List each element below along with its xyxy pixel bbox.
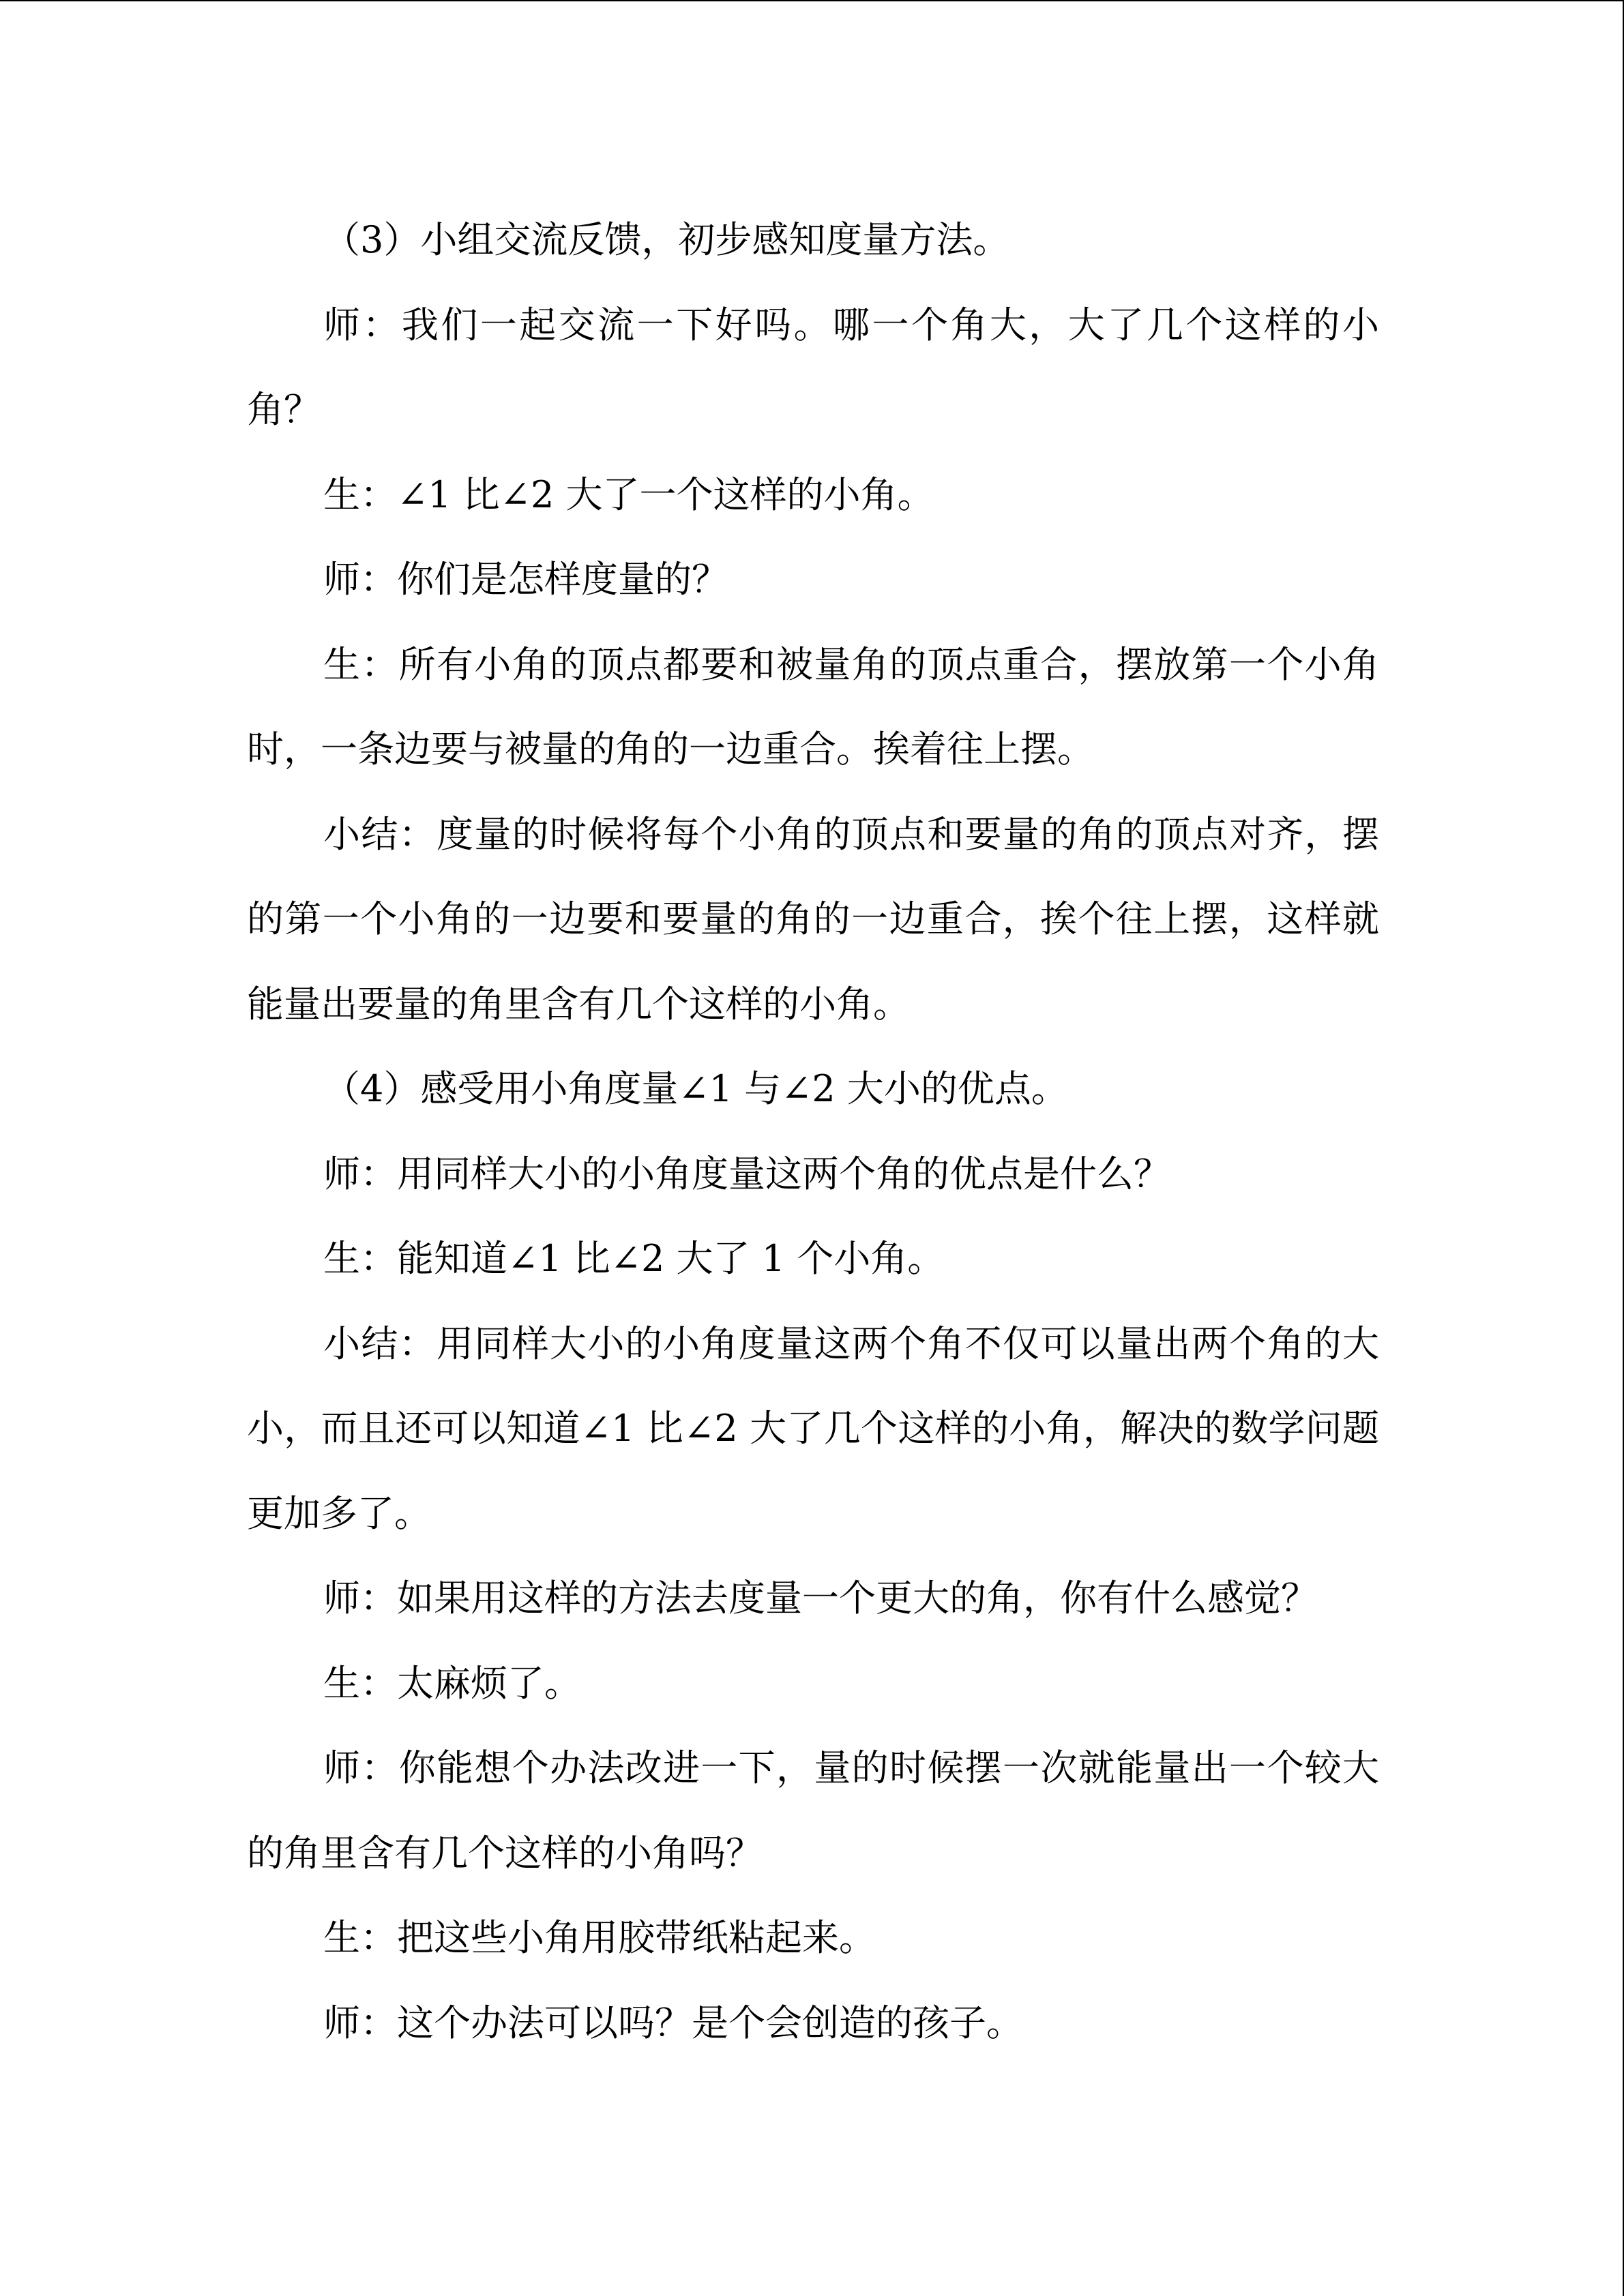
paragraph-teacher-question: 师：你们是怎样度量的？ <box>323 558 728 601</box>
document-body <box>247 198 1379 2066</box>
paragraph-advantage-heading: （4）感受用小角度量∠1 与∠2 大小的优点。 <box>323 1067 1068 1110</box>
paragraph-teacher-improve: 师：你能想个办法改进一下，量的时候摆一次就能量出一个较大的角里含有几个这样的小角吗？ <box>247 1746 1379 1875</box>
paragraph-group-feedback-heading: （3）小组交流反馈，初步感知度量方法。 <box>323 218 1010 261</box>
paragraph-student-troublesome: 生：太麻烦了。 <box>323 1661 581 1705</box>
paragraph-student-answer: 生：∠1 比∠2 大了一个这样的小角。 <box>323 473 934 516</box>
paragraph-teacher-praise: 师：这个办法可以吗？是个会创造的孩子。 <box>323 2001 1023 2044</box>
paragraph-summary-advantage: 小结：用同样大小的小角度量这两个角不仅可以量出两个角的大小，而且还可以知道∠1 比∠2 大了几个这样的小角，解决的数学问题更加多了。 <box>247 1322 1379 1535</box>
paragraph-teacher-exchange: 师：我们一起交流一下好吗。哪一个角大，大了几个这样的小角？ <box>247 303 1379 431</box>
paragraph-student-method: 生：所有小角的顶点都要和被量角的顶点重合，摆放第一个小角时，一条边要与被量的角的一边重合。挨着往上摆。 <box>247 642 1379 771</box>
paragraph-teacher-advantage: 师：用同样大小的小角度量这两个角的优点是什么？ <box>323 1152 1170 1195</box>
paragraph-student-advantage: 生：能知道∠1 比∠2 大了 1 个小角。 <box>323 1237 945 1280</box>
paragraph-summary-method: 小结：度量的时候将每个小角的顶点和要量的角的顶点对齐，摆的第一个小角的一边要和要量的角的一边重合，挨个往上摆，这样就能量出要量的角里含有几个这样的小角。 <box>247 812 1379 1026</box>
paragraph-teacher-larger-angle: 师：如果用这样的方法去度量一个更大的角，你有什么感觉？ <box>323 1577 1318 1620</box>
paragraph-student-tape: 生：把这些小角用胶带纸粘起来。 <box>323 1916 876 1959</box>
